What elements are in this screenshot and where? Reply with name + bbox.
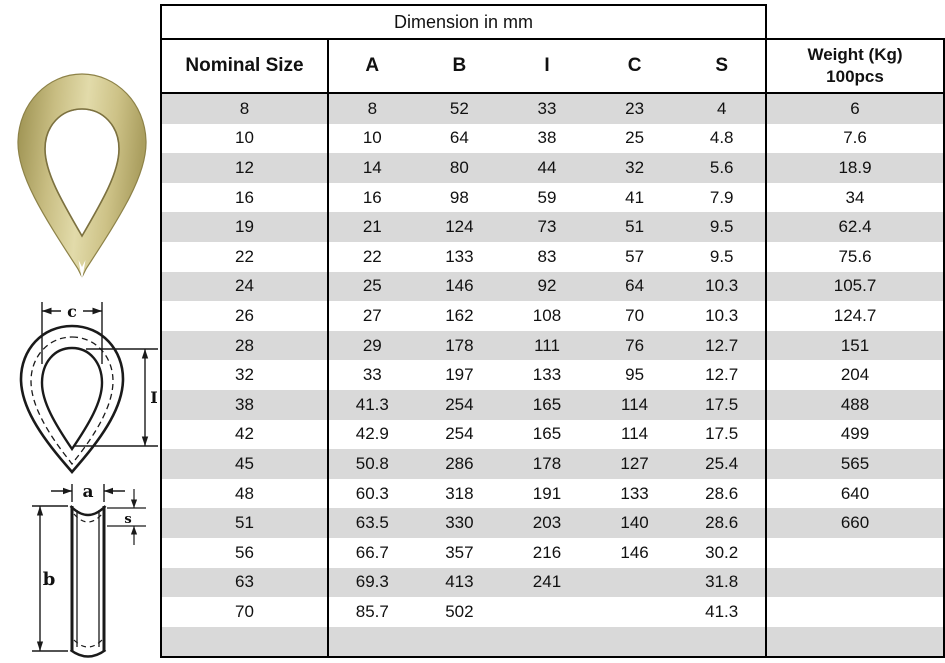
nominal-size-cell: 48 bbox=[161, 479, 328, 509]
b-arrow-bottom bbox=[37, 642, 43, 652]
dim-s-cell: 12.7 bbox=[678, 360, 766, 390]
dim-b-cell: 254 bbox=[416, 420, 504, 450]
table-row bbox=[161, 538, 944, 568]
nominal-size-cell: 32 bbox=[161, 360, 328, 390]
dim-b-cell: 64 bbox=[416, 124, 504, 154]
nominal-size-cell: 45 bbox=[161, 449, 328, 479]
nominal-size-cell: 56 bbox=[161, 538, 328, 568]
dim-b-cell: 502 bbox=[416, 597, 504, 627]
dim-label-c: c bbox=[67, 302, 77, 321]
dim-s-cell: 12.7 bbox=[678, 331, 766, 361]
dim-c-cell: 133 bbox=[591, 479, 679, 509]
a-arrow-right bbox=[104, 488, 113, 494]
dim-c-cell: 32 bbox=[591, 153, 679, 183]
dim-i-cell: 44 bbox=[503, 153, 591, 183]
nominal-size-cell: 12 bbox=[161, 153, 328, 183]
dim-b-cell: 80 bbox=[416, 153, 504, 183]
nominal-size-cell: 24 bbox=[161, 272, 328, 302]
table-title-row bbox=[161, 5, 944, 39]
weight-header-line2: 100pcs bbox=[826, 67, 884, 86]
left-panel bbox=[0, 0, 160, 663]
dim-i-cell: 216 bbox=[503, 538, 591, 568]
nominal-size-cell: 19 bbox=[161, 212, 328, 242]
weight-cell bbox=[766, 627, 944, 658]
dim-s-cell: 10.3 bbox=[678, 301, 766, 331]
dim-a-cell: 16 bbox=[328, 183, 416, 213]
dim-b-cell: 98 bbox=[416, 183, 504, 213]
table-row bbox=[161, 449, 944, 479]
table-row bbox=[161, 568, 944, 598]
c-arrow-left bbox=[42, 308, 52, 315]
dim-s-cell: 30.2 bbox=[678, 538, 766, 568]
dim-label-b: b bbox=[42, 569, 56, 590]
i-arrow-top bbox=[142, 349, 148, 359]
dim-s-cell: 5.6 bbox=[678, 153, 766, 183]
nominal-size-cell: 16 bbox=[161, 183, 328, 213]
table-row bbox=[161, 301, 944, 331]
dim-s-cell: 41.3 bbox=[678, 597, 766, 627]
dim-i-cell: 38 bbox=[503, 124, 591, 154]
front-groove-dashed-outline bbox=[31, 337, 113, 464]
header-spacer-cell bbox=[766, 5, 944, 39]
dim-c-cell: 64 bbox=[591, 272, 679, 302]
col-header-a: A bbox=[328, 39, 416, 93]
nominal-size-cell bbox=[161, 627, 328, 658]
dim-s-cell: 17.5 bbox=[678, 390, 766, 420]
nominal-size-cell: 28 bbox=[161, 331, 328, 361]
nominal-size-cell: 63 bbox=[161, 568, 328, 598]
dim-b-cell: 124 bbox=[416, 212, 504, 242]
i-arrow-bottom bbox=[142, 437, 148, 447]
dim-a-cell: 8 bbox=[328, 93, 416, 124]
dim-c-cell: 76 bbox=[591, 331, 679, 361]
b-arrow-top bbox=[37, 506, 43, 516]
dim-a-cell: 85.7 bbox=[328, 597, 416, 627]
table-row bbox=[161, 272, 944, 302]
weight-cell: 18.9 bbox=[766, 153, 944, 183]
dim-b-cell: 254 bbox=[416, 390, 504, 420]
nominal-size-cell: 70 bbox=[161, 597, 328, 627]
dim-s-cell: 25.4 bbox=[678, 449, 766, 479]
weight-cell: 565 bbox=[766, 449, 944, 479]
dim-a-cell: 21 bbox=[328, 212, 416, 242]
col-header-s: S bbox=[678, 39, 766, 93]
table-row bbox=[161, 420, 944, 450]
dim-a-cell: 60.3 bbox=[328, 479, 416, 509]
nominal-size-cell: 42 bbox=[161, 420, 328, 450]
weight-cell bbox=[766, 597, 944, 627]
dim-a-cell: 41.3 bbox=[328, 390, 416, 420]
dim-i-cell: 191 bbox=[503, 479, 591, 509]
table-row bbox=[161, 153, 944, 183]
weight-cell: 488 bbox=[766, 390, 944, 420]
a-arrow-left bbox=[63, 488, 72, 494]
dim-a-cell bbox=[328, 627, 416, 658]
weight-header-line1: Weight (Kg) bbox=[807, 44, 903, 64]
dim-c-cell: 23 bbox=[591, 93, 679, 124]
dim-s-cell: 17.5 bbox=[678, 420, 766, 450]
thimble-section-diagram bbox=[20, 477, 162, 663]
dim-b-cell: 146 bbox=[416, 272, 504, 302]
dim-s-cell: 28.6 bbox=[678, 508, 766, 538]
section-bottom-groove-arc bbox=[71, 650, 106, 657]
dim-c-cell: 57 bbox=[591, 242, 679, 272]
nominal-size-cell: 8 bbox=[161, 93, 328, 124]
dim-b-cell: 330 bbox=[416, 508, 504, 538]
table-row bbox=[161, 627, 944, 658]
dim-c-cell: 140 bbox=[591, 508, 679, 538]
dim-i-cell: 83 bbox=[503, 242, 591, 272]
dim-c-cell: 41 bbox=[591, 183, 679, 213]
nominal-size-header: Nominal Size bbox=[161, 39, 328, 93]
dim-a-cell: 25 bbox=[328, 272, 416, 302]
c-arrow-right bbox=[93, 308, 103, 315]
dim-a-cell: 14 bbox=[328, 153, 416, 183]
table-body bbox=[161, 93, 944, 657]
nominal-size-cell: 26 bbox=[161, 301, 328, 331]
dim-s-cell: 9.5 bbox=[678, 212, 766, 242]
section-top-groove-arc bbox=[71, 506, 106, 515]
weight-cell bbox=[766, 538, 944, 568]
dim-s-cell: 28.6 bbox=[678, 479, 766, 509]
dim-i-cell: 92 bbox=[503, 272, 591, 302]
col-header-b: B bbox=[416, 39, 504, 93]
dim-c-cell: 51 bbox=[591, 212, 679, 242]
dim-a-cell: 29 bbox=[328, 331, 416, 361]
dim-c-cell: 146 bbox=[591, 538, 679, 568]
nominal-size-cell: 10 bbox=[161, 124, 328, 154]
weight-cell: 62.4 bbox=[766, 212, 944, 242]
weight-cell: 151 bbox=[766, 331, 944, 361]
dim-s-cell: 4 bbox=[678, 93, 766, 124]
dim-b-cell: 133 bbox=[416, 242, 504, 272]
weight-cell: 75.6 bbox=[766, 242, 944, 272]
dim-a-cell: 50.8 bbox=[328, 449, 416, 479]
dim-c-cell: 70 bbox=[591, 301, 679, 331]
dimension-in-mm-header: Dimension in mm bbox=[161, 5, 766, 39]
weight-cell: 34 bbox=[766, 183, 944, 213]
dim-a-cell: 10 bbox=[328, 124, 416, 154]
weight-cell: 105.7 bbox=[766, 272, 944, 302]
thimble-front-diagram bbox=[12, 292, 162, 478]
section-bottom-dashed-arc bbox=[74, 640, 102, 647]
weight-header bbox=[766, 39, 944, 93]
dim-i-cell: 178 bbox=[503, 449, 591, 479]
dim-a-cell: 27 bbox=[328, 301, 416, 331]
table-row bbox=[161, 331, 944, 361]
dim-i-cell: 203 bbox=[503, 508, 591, 538]
table-row bbox=[161, 360, 944, 390]
dim-b-cell: 318 bbox=[416, 479, 504, 509]
dim-s-cell bbox=[678, 627, 766, 658]
thimble-photo bbox=[8, 62, 156, 292]
dim-b-cell: 178 bbox=[416, 331, 504, 361]
dim-c-cell bbox=[591, 597, 679, 627]
dim-c-cell: 114 bbox=[591, 420, 679, 450]
dim-i-cell: 33 bbox=[503, 93, 591, 124]
dim-i-cell: 111 bbox=[503, 331, 591, 361]
weight-cell: 7.6 bbox=[766, 124, 944, 154]
table-row bbox=[161, 479, 944, 509]
dim-b-cell: 197 bbox=[416, 360, 504, 390]
dim-i-cell bbox=[503, 597, 591, 627]
dim-b-cell bbox=[416, 627, 504, 658]
weight-cell: 640 bbox=[766, 479, 944, 509]
column-header-row bbox=[161, 39, 944, 93]
table-row bbox=[161, 597, 944, 627]
dim-c-cell bbox=[591, 627, 679, 658]
dim-i-cell: 241 bbox=[503, 568, 591, 598]
table-row bbox=[161, 390, 944, 420]
s-arrow-down bbox=[131, 500, 137, 509]
dim-i-cell: 165 bbox=[503, 420, 591, 450]
dim-label-i: I bbox=[150, 388, 158, 407]
dim-i-cell: 59 bbox=[503, 183, 591, 213]
table-row bbox=[161, 124, 944, 154]
col-header-i: I bbox=[503, 39, 591, 93]
dim-s-cell: 7.9 bbox=[678, 183, 766, 213]
dim-a-cell: 63.5 bbox=[328, 508, 416, 538]
weight-cell bbox=[766, 568, 944, 598]
table-row bbox=[161, 242, 944, 272]
weight-cell: 124.7 bbox=[766, 301, 944, 331]
dim-a-cell: 69.3 bbox=[328, 568, 416, 598]
dim-b-cell: 286 bbox=[416, 449, 504, 479]
table-row bbox=[161, 183, 944, 213]
dim-a-cell: 22 bbox=[328, 242, 416, 272]
table-container bbox=[160, 4, 945, 658]
weight-cell: 499 bbox=[766, 420, 944, 450]
dim-i-cell bbox=[503, 627, 591, 658]
dim-b-cell: 162 bbox=[416, 301, 504, 331]
weight-cell: 204 bbox=[766, 360, 944, 390]
s-arrow-up bbox=[131, 526, 137, 535]
dim-s-cell: 31.8 bbox=[678, 568, 766, 598]
dim-b-cell: 413 bbox=[416, 568, 504, 598]
dim-a-cell: 42.9 bbox=[328, 420, 416, 450]
dim-s-cell: 9.5 bbox=[678, 242, 766, 272]
dim-c-cell: 95 bbox=[591, 360, 679, 390]
nominal-size-cell: 38 bbox=[161, 390, 328, 420]
col-header-c: C bbox=[591, 39, 679, 93]
dim-i-cell: 108 bbox=[503, 301, 591, 331]
nominal-size-cell: 22 bbox=[161, 242, 328, 272]
dim-i-cell: 73 bbox=[503, 212, 591, 242]
dim-i-cell: 133 bbox=[503, 360, 591, 390]
table-row bbox=[161, 508, 944, 538]
dim-c-cell bbox=[591, 568, 679, 598]
dim-c-cell: 25 bbox=[591, 124, 679, 154]
dim-a-cell: 33 bbox=[328, 360, 416, 390]
table-row bbox=[161, 93, 944, 124]
dim-s-cell: 4.8 bbox=[678, 124, 766, 154]
dim-s-cell: 10.3 bbox=[678, 272, 766, 302]
nominal-size-cell: 51 bbox=[161, 508, 328, 538]
dim-c-cell: 127 bbox=[591, 449, 679, 479]
table-row bbox=[161, 212, 944, 242]
dim-label-a: a bbox=[82, 482, 94, 502]
thimble-body-shape bbox=[18, 74, 146, 277]
dim-i-cell: 165 bbox=[503, 390, 591, 420]
weight-cell: 660 bbox=[766, 508, 944, 538]
dim-b-cell: 52 bbox=[416, 93, 504, 124]
dimensions-table bbox=[160, 4, 945, 658]
dim-c-cell: 114 bbox=[591, 390, 679, 420]
dim-label-s: s bbox=[124, 512, 132, 527]
dim-a-cell: 66.7 bbox=[328, 538, 416, 568]
dim-b-cell: 357 bbox=[416, 538, 504, 568]
weight-cell: 6 bbox=[766, 93, 944, 124]
